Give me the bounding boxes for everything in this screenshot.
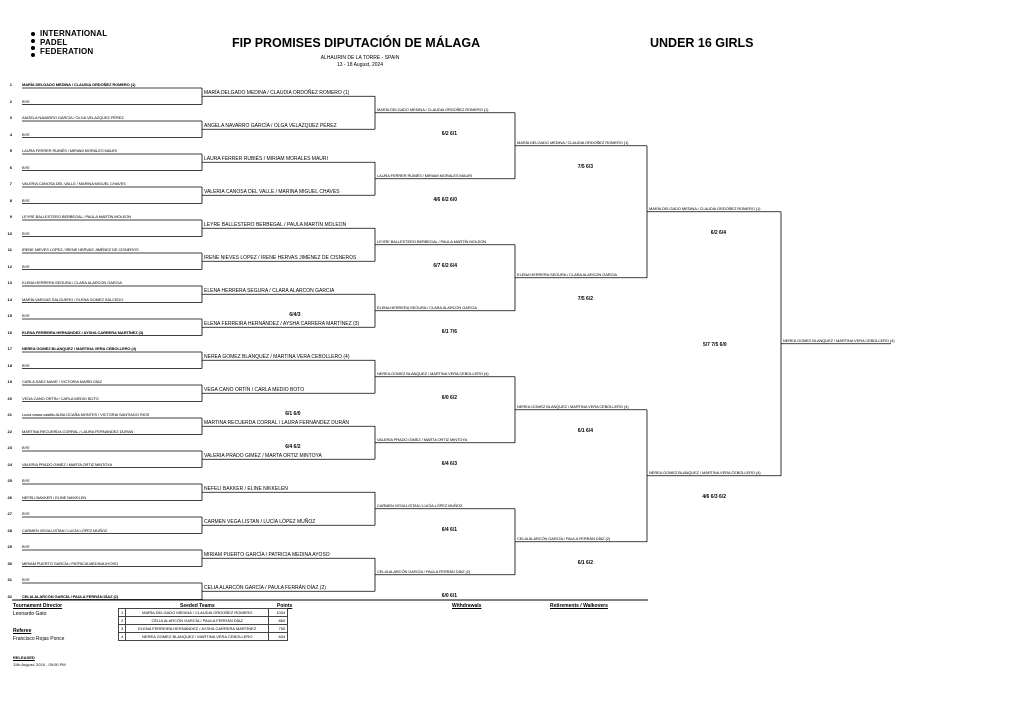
draw-number: 25 bbox=[7, 478, 12, 483]
round_of_16-score: 6/4 6/2 bbox=[285, 444, 301, 451]
round_of_16-score: 6/4/3 bbox=[289, 312, 301, 319]
draw-entry: MARTINA RECUERDA CORRAL / LAURA FERNANDEZ DURAN bbox=[22, 428, 134, 434]
draw-entry: BYE bbox=[22, 544, 30, 549]
seed-name: NEREA GOMEZ BLANQUEZ / MARTINA VERA CEBOLLERO bbox=[126, 633, 269, 641]
draw-entry: BYE bbox=[22, 313, 30, 318]
semifinalists-entry: CELIA ALARCÓN GARCÍA / PAULA FERRÁN DÍAZ (2) bbox=[517, 535, 611, 541]
round_of_16-entry: MIRIAM PUERTO GARCÍA / PATRICIA MEDINA AYOSO bbox=[204, 552, 330, 559]
draw-number: 8 bbox=[9, 197, 12, 203]
round_of_16-entry: ELENA FERREIRA HERNÁNDEZ / AYSHA CARRERA MARTÍNEZ (3) bbox=[204, 321, 360, 328]
quarterfinals-entry: CARMEN VEGA LISTAN / LUCÍA LÓPEZ MUÑOZ bbox=[377, 502, 463, 508]
draw-entry: BYE bbox=[22, 478, 30, 483]
draw-number: 23 bbox=[7, 445, 12, 450]
seed-points: 604 bbox=[269, 633, 288, 641]
draw-number: 3 bbox=[9, 115, 12, 120]
semifinalists-entry: ELENA HERRERA SEGURA / CLARA ALARCON GARCIA bbox=[517, 271, 617, 277]
round_of_16-score: 6/1 6/0 bbox=[285, 411, 301, 418]
withdrawals-label: Withdrawals bbox=[452, 603, 482, 609]
location: ALHAURIN DE LA TORRE - SPAIN bbox=[320, 55, 400, 61]
draw-number: 4 bbox=[9, 131, 12, 137]
quarterfinals-entry: LEYRE BALLESTERO BERBEGAL / PAULA MARTÍN MOLEON bbox=[377, 238, 487, 244]
quarterfinals-entry: VALERIA PRADO GIMEZ / MARTA ORTIZ MINTOYA bbox=[377, 436, 468, 442]
draw-number: 30 bbox=[7, 560, 12, 566]
semifinalists-score: 7/5 6/2 bbox=[577, 295, 593, 302]
seed-n: 4 bbox=[119, 633, 126, 641]
category-title: UNDER 16 GIRLS bbox=[650, 36, 754, 50]
draw-number: 9 bbox=[9, 214, 12, 219]
quarterfinals-score: 6/4 6/1 bbox=[441, 526, 457, 533]
seed-points: 750 bbox=[269, 625, 288, 633]
director-label: Tournament Director bbox=[13, 603, 63, 609]
quarterfinals-score: 6/2 6/1 bbox=[441, 130, 457, 137]
round_of_16-entry: ANGELA NAVARRO GARCÍA / OLGA VELAZQUEZ PÉREZ bbox=[204, 123, 337, 130]
draw-entry: VALERIA CANOSA DEL VALLE / MARINA MIGUEL CHAVES bbox=[22, 181, 126, 186]
draw-number: 17 bbox=[7, 346, 12, 351]
round_of_16-entry: MARÍA DELGADO MEDINA / CLAUDIA ORDOÑEZ ROMERO (1) bbox=[204, 90, 350, 97]
draw-entry: ANGELA NAVARRO GARCÍA / OLGA VELAZQUEZ PÉREZ bbox=[22, 115, 124, 120]
champion-score: 5/7 7/5 6/0 bbox=[703, 341, 727, 348]
quarterfinals-entry: ELENA HERRERA SEGURA / CLARA ALARCON GARCIA bbox=[377, 304, 477, 310]
draw-number: 22 bbox=[7, 428, 12, 434]
logo-line: FEDERATION bbox=[40, 47, 94, 56]
retirements-label: Retirements / Walkovers bbox=[550, 603, 608, 609]
draw-number: 31 bbox=[7, 577, 12, 582]
seed-points: 860 bbox=[269, 617, 288, 625]
finalists-score: 4/6 6/3 6/2 bbox=[702, 493, 726, 500]
quarterfinals-score: 6/1 7/6 bbox=[441, 328, 457, 335]
round_of_16-entry: ELENA HERRERA SEGURA / CLARA ALARCON GARCIA bbox=[204, 288, 335, 295]
seed-points: 1004 bbox=[269, 609, 288, 617]
draw-entry: BYE bbox=[22, 511, 30, 516]
round_of_16-entry: IRENE NIEVES LOPEZ / IRENE HERVAS JIMÉNEZ DE CISNEROS bbox=[204, 255, 357, 262]
draw-entry: BYE bbox=[22, 445, 30, 450]
round_of_16-entry: VALERIA PRADO GIMEZ / MARTA ORTIZ MINTOYA bbox=[204, 453, 322, 460]
logo-line: INTERNATIONAL bbox=[40, 29, 108, 38]
seed-n: 1 bbox=[119, 609, 126, 617]
referee-label: Referee bbox=[13, 628, 32, 634]
draw-entry: VEGA CANO ORTÍN / CARLA MEDIO BOTO bbox=[22, 395, 99, 401]
quarterfinals-score: 6/7 6/2 6/4 bbox=[433, 262, 457, 269]
seed-n: 3 bbox=[119, 625, 126, 633]
draw-entry: LAURA FERRER RUBIÉS / MIRIAM MORALES MAURI bbox=[22, 148, 117, 153]
dates: 13 - 18 August, 2024 bbox=[336, 62, 384, 68]
draw-number: 10 bbox=[7, 230, 12, 236]
page-title: FIP PROMISES DIPUTACIÓN DE MÁLAGA bbox=[232, 36, 481, 50]
seed-n: 2 bbox=[119, 617, 126, 625]
draw-number: 32 bbox=[7, 593, 12, 599]
finalists-entry: MARÍA DELGADO MEDINA / CLAUDIA ORDOÑEZ ROMERO (1) bbox=[649, 205, 761, 211]
round_of_16-entry: NEREA GOMEZ BLANQUEZ / MARTINA VERA CEBOLLERO (4) bbox=[204, 354, 350, 361]
quarterfinals-score: 6/0 6/2 bbox=[441, 394, 457, 401]
finalists-entry: NEREA GOMEZ BLANQUEZ / MARTINA VERA CEBOLLERO (4) bbox=[649, 469, 761, 475]
seed-row bbox=[119, 625, 288, 633]
round_of_16-entry: LAURA FERRER RUBIÉS / MIRIAM MORALES MAURI bbox=[204, 156, 328, 163]
draw-entry: NEFELI BAKKER / ELINE NIKKELEN bbox=[22, 494, 87, 500]
draw-number: 28 bbox=[7, 527, 12, 533]
quarterfinals-score: 4/6 6/2 6/0 bbox=[433, 196, 457, 203]
draw-entry: MARÍA VARGAS SALGUERO / ELENA GOMEZ SALCEDO bbox=[22, 296, 124, 302]
draw-entry: MARÍA DELGADO MEDINA / CLAUDIA ORDOÑEZ ROMERO (1) bbox=[22, 82, 136, 87]
quarterfinals-entry: CELIA ALARCÓN GARCÍA / PAULA FERRÁN DÍAZ (2) bbox=[377, 568, 471, 574]
round_of_16-entry: CELIA ALARCÓN GARCÍA / PAULA FERRÁN DÍAZ (2) bbox=[204, 585, 326, 592]
draw-entry: Lucía casas castillo ALBA OCAÑA MONTES / VICTORIA SANTIAGO RIOS bbox=[22, 412, 150, 417]
draw-number: 1 bbox=[9, 82, 12, 87]
draw-entry: MIRIAM PUERTO GARCÍA / PATRICIA MEDINA AYOSO bbox=[22, 560, 119, 566]
quarterfinals-score: 6/0 6/1 bbox=[441, 592, 457, 599]
draw-number: 11 bbox=[7, 247, 12, 252]
seed-row bbox=[119, 633, 288, 641]
quarterfinals-entry: MARÍA DELGADO MEDINA / CLAUDIA ORDOÑEZ ROMERO (1) bbox=[377, 106, 489, 112]
round_of_16-entry: LEYRE BALLESTERO BERBEGAL / PAULA MARTÍN MOLEON bbox=[204, 222, 347, 229]
quarterfinals-score: 6/4 6/3 bbox=[441, 460, 457, 467]
round_of_16-entry: NEFELI BAKKER / ELINE NIKKELEN bbox=[204, 486, 288, 493]
draw-number: 21 bbox=[7, 412, 12, 417]
quarterfinals-entry: LAURA FERRER RUBIÉS / MIRIAM MORALES MAURI bbox=[377, 172, 472, 178]
seed-name: MARÍA DELGADO MEDINA / CLAUDIA ORDOÑEZ ROMERO bbox=[126, 609, 269, 617]
draw-number: 16 bbox=[7, 329, 12, 335]
draw-entry: NEREA GOMEZ BLANQUEZ / MARTINA VERA CEBOLLERO (4) bbox=[22, 346, 136, 351]
draw-entry: BYE bbox=[22, 98, 30, 104]
draw-number: 12 bbox=[7, 263, 12, 269]
seed-name: ELENA FERREIRA HERNÁNDEZ / AYSHA CARRERA MARTÍNEZ bbox=[126, 625, 269, 633]
draw-entry: CELIA ALARCÓN GARCÍA / PAULA FERRÁN DÍAZ (2) bbox=[22, 593, 119, 599]
draw-entry: BYE bbox=[22, 577, 30, 582]
draw-entry: IRENE NIEVES LOPEZ / IRENE HERVAS JIMÉNEZ DE CISNEROS bbox=[22, 247, 139, 252]
round_of_16-entry: VEGA CANO ORTÍN / CARLA MEDIO BOTO bbox=[204, 387, 305, 394]
released-label: RELEASED bbox=[13, 655, 35, 660]
draw-entry: BYE bbox=[22, 197, 30, 203]
draw-entry: BYE bbox=[22, 263, 30, 269]
round_of_16-entry: MARTINA RECUERDA CORRAL / LAURA FERNÁNDEZ DURÁN bbox=[204, 420, 350, 427]
round_of_16-entry: VALERIA CANOSA DEL VALLE / MARINA MIGUEL CHAVES bbox=[204, 189, 340, 196]
champion-entry: NEREA GOMEZ BLANQUEZ / MARTINA VERA CEBOLLERO (4) bbox=[783, 337, 895, 343]
draw-number: 19 bbox=[7, 379, 12, 384]
finalists-score: 6/2 6/4 bbox=[710, 229, 726, 236]
semifinalists-entry: NEREA GOMEZ BLANQUEZ / MARTINA VERA CEBOLLERO (4) bbox=[517, 403, 629, 409]
quarterfinals-entry: NEREA GOMEZ BLANQUEZ / MARTINA VERA CEBOLLERO (4) bbox=[377, 370, 489, 376]
referee-name: Francisco Rojas Ponce bbox=[13, 636, 65, 642]
draw-number: 6 bbox=[9, 164, 12, 170]
points-label: Points bbox=[277, 603, 293, 609]
draw-number: 20 bbox=[7, 395, 12, 401]
draw-number: 29 bbox=[7, 544, 12, 549]
draw-entry: CARMEN VEGA LISTAN / LUCÍA LÓPEZ MUÑOZ bbox=[22, 527, 108, 533]
seed-table bbox=[118, 608, 288, 641]
draw-number: 15 bbox=[7, 313, 12, 318]
footer-divider bbox=[12, 599, 648, 601]
round_of_16-entry: CARMEN VEGA LISTAN / LUCÍA LÓPEZ MUÑOZ bbox=[204, 519, 316, 526]
draw-number: 2 bbox=[9, 98, 12, 104]
draw-entry: LEYRE BALLESTERO BERBEGAL / PAULA MARTÍN MOLEON bbox=[22, 214, 132, 219]
draw-entry: VALERIA PRADO GIMEZ / MARTA ORTIZ MINTOYA bbox=[22, 461, 113, 467]
semifinalists-entry: MARÍA DELGADO MEDINA / CLAUDIA ORDOÑEZ ROMERO (1) bbox=[517, 139, 629, 145]
draw-entry: BYE bbox=[22, 230, 30, 236]
draw-number: 24 bbox=[7, 461, 12, 467]
seeded-label: Seeded Teams bbox=[180, 603, 215, 609]
draw-number: 27 bbox=[7, 511, 12, 516]
draw-number: 5 bbox=[9, 148, 12, 153]
draw-number: 18 bbox=[7, 362, 12, 368]
draw-entry: BYE bbox=[22, 164, 30, 170]
draw-number: 13 bbox=[7, 280, 12, 285]
draw-number: 14 bbox=[7, 296, 12, 302]
semifinalists-score: 7/5 6/3 bbox=[577, 163, 593, 170]
draw-entry: BYE bbox=[22, 131, 30, 137]
seed-name: CELIA ALARCÓN GARCÍA / PAULA FERRÁN DÍAZ bbox=[126, 617, 269, 625]
draw-number: 26 bbox=[7, 494, 12, 500]
released-date: 11th August, 2024 - 05:00 PM bbox=[13, 662, 66, 667]
draw-entry: BYE bbox=[22, 362, 30, 368]
semifinalists-score: 6/1 6/2 bbox=[577, 559, 593, 566]
draw-entry: ELENA FERREIRA HERNÁNDEZ / AYSHA CARRERA MARTÍNEZ (3) bbox=[22, 329, 144, 335]
draw-entry: ELENA HERRERA SEGURA / CLARA ALARCON GARCIA bbox=[22, 280, 122, 285]
draw-entry: CARLA SAEZ MAHE / VICTORIA MARÍN DÍAZ bbox=[22, 379, 102, 384]
logo-line: PADEL bbox=[40, 38, 68, 47]
director-name: Leonardo Gato bbox=[13, 611, 47, 617]
draw-number: 7 bbox=[9, 181, 12, 186]
semifinalists-score: 6/1 6/4 bbox=[577, 427, 593, 434]
seed-row bbox=[119, 609, 288, 617]
seed-row bbox=[119, 617, 288, 625]
